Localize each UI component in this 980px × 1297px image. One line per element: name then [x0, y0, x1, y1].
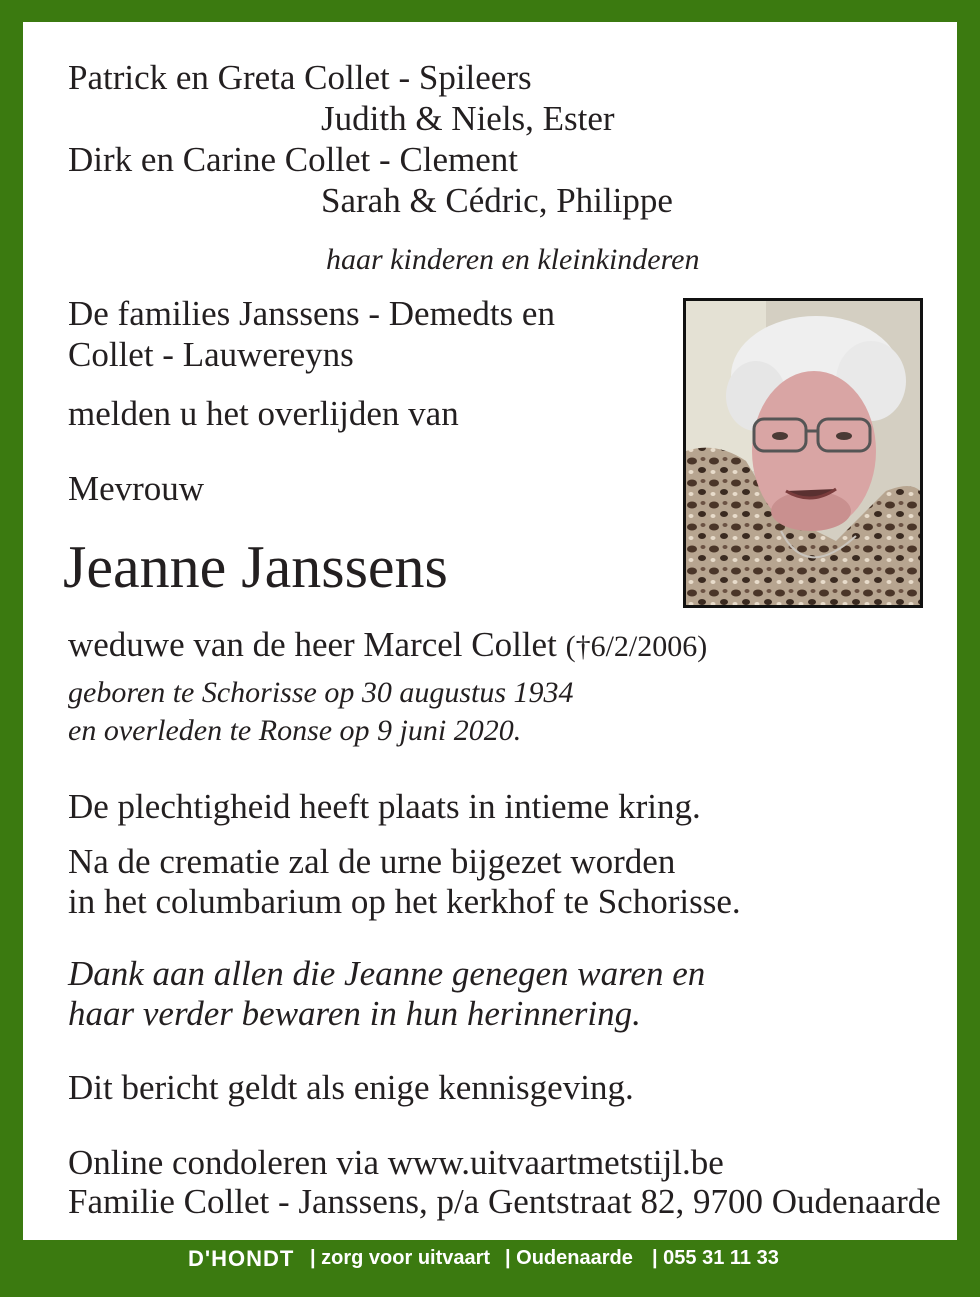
family-line-3: Dirk en Carine Collet - Clement [68, 140, 519, 179]
died-line: en overleden te Ronse op 9 juni 2020. [68, 714, 522, 747]
widow-date: (†6/2/2006) [565, 630, 708, 663]
family-line-2: Judith & Niels, Ester [321, 99, 615, 138]
funeral-home-logo: D'HONDT [188, 1246, 295, 1271]
family-line-4: Sarah & Cédric, Philippe [321, 181, 673, 220]
thanks-line-1: Dank aan allen die Jeanne genegen waren en [68, 954, 706, 993]
footer-bar [0, 1240, 980, 1277]
widow-of [68, 625, 707, 667]
announcement: melden u het overlijden van [68, 394, 459, 433]
notice: Dit bericht geldt als enige kennisgeving. [68, 1068, 634, 1107]
footer-phone: | 055 31 11 33 [652, 1247, 779, 1269]
deceased-title: Mevrouw [68, 469, 205, 508]
family-address: Familie Collet - Janssens, p/a Gentstraat 82, 9700 Oudenaarde [68, 1182, 941, 1221]
portrait-image [686, 301, 920, 605]
born-line: geboren te Schorisse op 30 augustus 1934 [68, 676, 574, 709]
families-line-1: De families Janssens - Demedts en [68, 294, 555, 333]
family-caption: haar kinderen en kleinkinderen [326, 243, 700, 276]
thanks-line-2: haar verder bewaren in hun herinnering. [68, 994, 641, 1033]
families-line-2: Collet - Lauwereyns [68, 335, 354, 374]
portrait-photo [683, 298, 923, 608]
widow-of-text: weduwe van de heer Marcel Collet [68, 625, 557, 664]
footer-tagline: | zorg voor uitvaart [310, 1247, 491, 1269]
family-line-1: Patrick en Greta Collet - Spileers [68, 58, 532, 97]
deceased-name: Jeanne Janssens [63, 534, 448, 600]
footer-location: | Oudenaarde [505, 1247, 633, 1269]
ceremony-line-3: in het columbarium op het kerkhof te Schorisse. [68, 882, 741, 921]
obituary-card [23, 22, 957, 1240]
ceremony-line-1: De plechtigheid heeft plaats in intieme kring. [68, 787, 701, 826]
ceremony-line-2: Na de crematie zal de urne bijgezet worden [68, 842, 676, 881]
online-condolence: Online condoleren via www.uitvaartmetstijl.be [68, 1143, 724, 1182]
